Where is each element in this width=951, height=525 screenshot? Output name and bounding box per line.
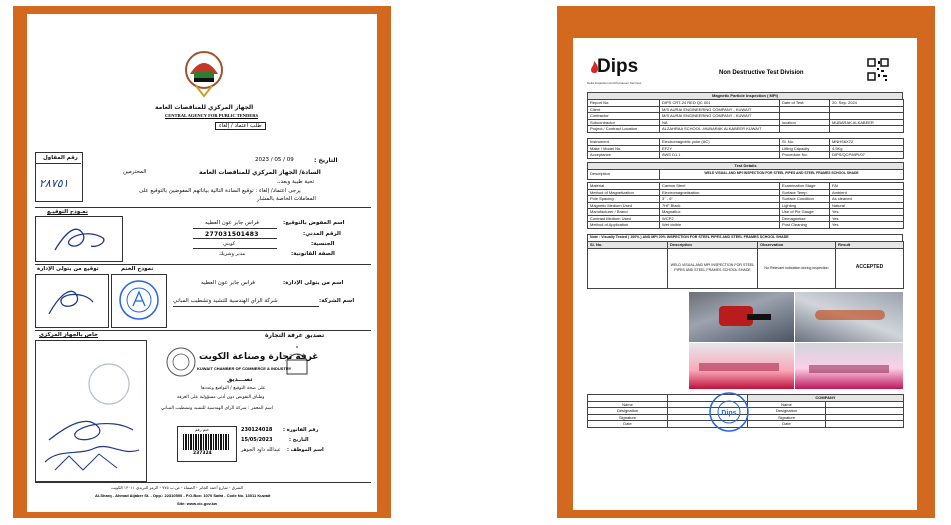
- test-details-header: Test Details: [588, 163, 904, 170]
- auth-line-3: اسم المعمر : شركة الراي الهندسية للتشيد وتشطيب المباني: [161, 406, 273, 411]
- auth-line-2: وطباق التفويض دون أدنى مسؤولية على الغرفة: [177, 395, 265, 400]
- invoice-label: رقم الفاتورة :: [283, 427, 319, 433]
- division-title: Non Destructive Test Division: [719, 70, 804, 76]
- parameter-key: Method of Application: [588, 222, 660, 229]
- date-value: 2023 / 05 / 09: [255, 157, 294, 163]
- signoff-label: Designation: [588, 408, 668, 415]
- authentication-label: تصـــديق: [227, 376, 253, 383]
- equipment-table: [587, 138, 904, 159]
- request-line-1: يرجى اعتماد/ إلغاء : توقيع السادة التالية بياناتهم المفوضين بالتوقيع على: [139, 188, 301, 194]
- company-stamp-icon: [117, 278, 161, 322]
- results-table: [587, 241, 904, 289]
- signature-model-label: نمـوذج التوقيـع: [47, 209, 88, 215]
- parameter-value-2: Yes: [830, 222, 904, 229]
- qr-code-icon: [867, 58, 889, 82]
- result-column-header: Sl. No.: [588, 242, 668, 249]
- parameter-value-2: Natural: [830, 202, 904, 209]
- info-key: Subcontractor: [588, 119, 660, 126]
- parameter-key: Magnetic Medium Used: [588, 202, 660, 209]
- equipment-key: Instrument: [588, 139, 660, 146]
- info-value: DIPS CRT-24 RED QC 001: [660, 100, 780, 107]
- test-parameters-table: [587, 182, 904, 229]
- parameter-key-2: Lighting: [780, 202, 830, 209]
- info-key-2: [780, 126, 830, 133]
- company-label: اسم الشركة:: [319, 298, 355, 304]
- company-signoff-label: Name: [748, 401, 826, 408]
- parameter-value-2: As cleaned: [830, 196, 904, 203]
- info-key: Contractor: [588, 113, 660, 120]
- authorized-name-label: اسم المفوض بالتوقيع:: [283, 220, 345, 226]
- website: Site: www.cic.gov.kw: [177, 501, 218, 506]
- info-value: NA: [660, 119, 780, 126]
- stamp-model-label: نموذج الختم: [121, 266, 154, 272]
- legal-capacity-label: الصفة القانونية:: [291, 251, 335, 257]
- address-ar: الشرق - شارع أحمد الجابر - الصفاة - ص.ب ٧٧٥ - الرمز البريدي ١٣٠١١ الكويت: [111, 485, 243, 490]
- inspection-photo-2: [795, 292, 903, 342]
- agency-name-ar: الجهاز المركزي للمناقصات العامة: [155, 104, 254, 111]
- authorized-signature: [47, 220, 113, 258]
- note-text: Note : Visually Tested ( 100% ) AND MPI 20% INSPECTION FOR STEEL PIPES AND STEEL FRAMES SCHOOL SHADE: [588, 235, 903, 242]
- description-label: Description: [588, 169, 660, 179]
- equipment-value-2: DIPS/QCP/MPI/07: [830, 152, 904, 159]
- contractor-no-label: رقم المقاول: [43, 155, 78, 161]
- greeting: تحية طيبة وبعد،،: [277, 179, 315, 185]
- parameter-value-2: Yes: [830, 209, 904, 216]
- result-observation: No Relevant indication during inspection: [758, 248, 836, 288]
- date-label: التاريخ :: [314, 157, 338, 164]
- result-value: ACCEPTED: [836, 248, 904, 288]
- parameter-key: Contrast Medium Used: [588, 215, 660, 222]
- info-value: M/S AURAI ENGINEERING COMPANY - KUWAIT: [660, 106, 780, 113]
- company-signoff-label: Date: [748, 421, 826, 428]
- info-key-2: Date of Test:: [780, 100, 830, 107]
- info-value-2: 20. Sep. 2024: [830, 100, 904, 107]
- legal-capacity: مدير وشريك: [219, 251, 246, 257]
- svg-text:Dips: Dips: [721, 410, 737, 417]
- company-signoff-label: Signature: [748, 414, 826, 421]
- equipment-key-2: Sl. No.: [780, 139, 830, 146]
- parameter-key-2: Examination Stage: [780, 183, 830, 190]
- addressee: السادة/ الجهاز المركزي للمناقصات العامة: [199, 169, 321, 176]
- company-signoff-value: [826, 421, 904, 428]
- parameter-key-2: Post Cleaning: [780, 222, 830, 229]
- parameter-key-2: Use of Pie Gauge: [780, 209, 830, 216]
- info-row: [588, 126, 904, 133]
- info-key: Client: [588, 106, 660, 113]
- parameter-key-2: Demagnetize: [780, 215, 830, 222]
- test-details-table: [587, 162, 904, 180]
- right-document-page: [573, 38, 917, 510]
- parameter-key: Material: [588, 183, 660, 190]
- info-value: M/S AURAI ENGINEERING COMPANY - KUWAIT: [660, 113, 780, 120]
- result-column-header: Description: [668, 242, 758, 249]
- chamber-name-ar: غرفة تجارة وصناعة الكويت: [199, 352, 319, 362]
- invoice-number: 230124018: [241, 427, 273, 433]
- equipment-value-2: 4.5Kg: [830, 145, 904, 152]
- address-en: Al-Sharq - Ahmad Aljaber St. - Opp.: 22310500 - P.O.Box: 1070 Safat - Code No. 13011 Kuwait: [95, 493, 271, 498]
- barcode: [183, 434, 229, 450]
- invoice-date: 15/05/2023: [241, 437, 273, 443]
- info-key-2: location: [780, 119, 830, 126]
- chamber-name-en: KUWAIT CHAMBER OF COMMERCE & INDUSTRY: [197, 366, 292, 371]
- inspection-photo-4: [795, 343, 903, 389]
- employee-label: اسم الموظف :: [287, 447, 324, 453]
- right-document-frame: [557, 6, 935, 518]
- equipment-value: Electromagnetic yoke (AC): [660, 139, 780, 146]
- respected: المحترمين: [123, 169, 147, 175]
- dips-logo: Dips: [597, 56, 639, 77]
- inspection-photo-3: [689, 343, 794, 389]
- company-signoff-label: Designation: [748, 408, 826, 415]
- signoff-label: Name: [588, 401, 668, 408]
- auth-line-1: على صحة التوقيع / التواقيع وعددها: [201, 386, 266, 391]
- parameter-key: Pole Spacing: [588, 196, 660, 203]
- manager-name-label: اسم من يتولى الإدارة:: [283, 280, 344, 286]
- manager-signature-label: توقيع من يتولى الإدارة: [37, 266, 99, 272]
- stamp-number: 237324: [193, 451, 212, 456]
- equipment-value: AWS D1.1: [660, 152, 780, 159]
- parameter-value-2: Ambient: [830, 189, 904, 196]
- parameter-value-2: FAI: [830, 183, 904, 190]
- nationality: كويتي: [223, 241, 236, 247]
- parameter-key: Method of Magnetization: [588, 189, 660, 196]
- agency-signatures: [39, 344, 143, 476]
- parameter-value: Wet visible: [660, 222, 780, 229]
- company-header: COMPANY: [748, 395, 904, 402]
- parameter-value: Magnaflux: [660, 209, 780, 216]
- company-name: شركة الراي الهندسية للتشيد وتشطيب المباني: [173, 298, 278, 304]
- parameter-key-2: Surface Condition: [780, 196, 830, 203]
- info-key: Report No:: [588, 100, 660, 107]
- manager-name: فراس جابر عون العطيه: [201, 280, 255, 286]
- mosque-icon: [281, 346, 313, 378]
- invoice-date-label: التاريخ :: [289, 437, 309, 443]
- civil-id-label: الرقم المدني:: [303, 231, 341, 237]
- parameter-value-2: Yes: [830, 215, 904, 222]
- equipment-key-2: Procedure No.: [780, 152, 830, 159]
- result-description: WELD VISUAL AND MPI INSPECTION FOR STEEL PIPES AND STEEL FRAMES SCHOOL SHADE: [668, 248, 758, 288]
- request-line-2: المعاملات الخاصة بالمشار: [257, 196, 316, 202]
- stamp-no-label: ختم رقم: [195, 427, 210, 432]
- employee-name: عبدالله داود الجوهر: [241, 447, 281, 453]
- left-document-frame: [13, 6, 391, 518]
- parameter-key: Manufacturer / Brand: [588, 209, 660, 216]
- equipment-key: Acceptance: [588, 152, 660, 159]
- result-column-header: Result: [836, 242, 904, 249]
- info-value-2: MUBARAK ALKABEER: [830, 119, 904, 126]
- chamber-cert-label: تصديق غرفة التجارة: [265, 332, 325, 339]
- form-title: طلب اعتماد / إلغاء: [215, 122, 266, 130]
- parameter-value: 7HF Black: [660, 202, 780, 209]
- parameter-value: WCP2: [660, 215, 780, 222]
- parameter-value: Carbon Steel: [660, 183, 780, 190]
- agency-only-label: خاص بالجهاز المركزي: [39, 332, 98, 338]
- inspection-photo-1: [689, 292, 794, 342]
- civil-id: 277031501483: [205, 231, 259, 238]
- info-key: Project / Contract Location: [588, 126, 660, 133]
- signoff-label: Date: [588, 421, 668, 428]
- signoff-label: Signature: [588, 414, 668, 421]
- equipment-row: [588, 152, 904, 159]
- result-column-header: Observation: [758, 242, 836, 249]
- info-value: ALZAHRAA SCHOOL -MUBARAK ALKABEER KUWAIT: [660, 126, 780, 133]
- chamber-stamp-icon: [165, 346, 197, 378]
- mpi-title: Magnetic Particle Inspection ( MPI): [588, 93, 903, 100]
- agency-name-en: CENTRAL AGENCY FOR PUBLIC TENDERS: [165, 113, 259, 118]
- equipment-value-2: MNHS6X72: [830, 139, 904, 146]
- parameter-row: [588, 222, 904, 229]
- dips-subtitle: Delta Inspection And Petroleum Services: [587, 81, 642, 85]
- equipment-key: Make / Model No.: [588, 145, 660, 152]
- parameter-key-2: Surface Temp.: [780, 189, 830, 196]
- parameter-value: Electromagnetisation: [660, 189, 780, 196]
- equipment-value: EF2Y: [660, 145, 780, 152]
- left-document-page: [27, 14, 377, 512]
- contractor-no-value: ٢٨٧٥١: [39, 177, 69, 190]
- info-value-2: [830, 126, 904, 133]
- nationality-label: الجنسية:: [311, 241, 335, 247]
- authorized-name: فراس جابر عون العطيه: [205, 220, 259, 226]
- report-info-table: [587, 99, 904, 133]
- equipment-key-2: Lifting Capacity: [780, 145, 830, 152]
- dips-stamp-icon: [707, 390, 751, 434]
- manager-signature: [43, 280, 99, 322]
- parameter-value: 3" - 6": [660, 196, 780, 203]
- kuwait-emblem-icon: [182, 48, 226, 100]
- description-value: WELD VISUAL AND MPI INSPECTION FOR STEEL PIPES AND STEEL FRAMES SCHOOL SHADE: [660, 169, 904, 179]
